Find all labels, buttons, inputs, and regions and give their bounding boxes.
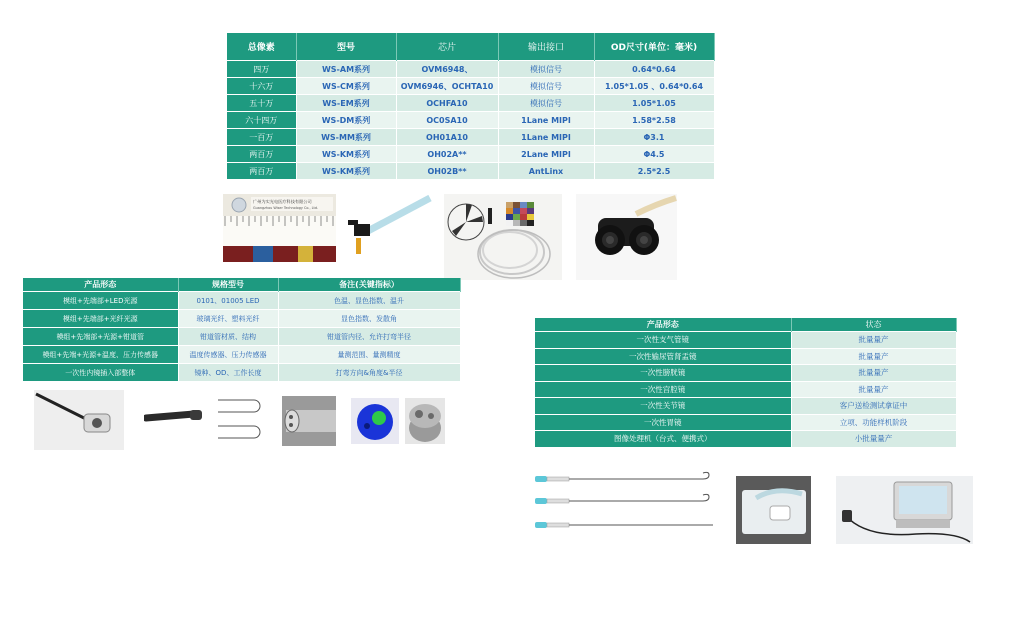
cell-pixels: 一百万 xyxy=(227,129,296,146)
company-name-en: Guangzhou Wiser Technology Co., Ltd. xyxy=(253,206,319,210)
header-total-pixels: 总像素 xyxy=(227,33,296,61)
header-od-size: OD尺寸(单位：毫米) xyxy=(594,33,714,61)
channel-tube-photo xyxy=(282,396,336,446)
cell-chip: OC0SA10 xyxy=(396,112,498,129)
cell-chip: OCHFA10 xyxy=(396,95,498,112)
cell-model: WS-KM系列 xyxy=(296,146,396,163)
endoscope-tip-photo xyxy=(34,390,124,450)
table-header-row xyxy=(227,33,714,61)
table-row xyxy=(227,61,714,78)
cell-model: WS-KM系列 xyxy=(296,163,396,180)
table-row xyxy=(227,163,714,180)
cell-interface: AntLinx xyxy=(498,163,594,180)
product-form-table xyxy=(23,278,461,381)
cell-product: 一次性胃镜 xyxy=(535,414,791,431)
table-row xyxy=(535,332,956,349)
cell-product: 一次性宫腔镜 xyxy=(535,381,791,398)
cell-product: 一次性支气管镜 xyxy=(535,332,791,349)
cell-product: 图像处理机（台式、便携式） xyxy=(535,431,791,447)
cell-status: 批量量产 xyxy=(791,381,956,398)
cell-interface: 1Lane MIPI xyxy=(498,112,594,129)
cell-spec: 镜种、OD、工作长度 xyxy=(178,364,278,382)
cell-model: WS-AM系列 xyxy=(296,61,396,78)
cell-remark: 打弯方向&角度&半径 xyxy=(278,364,460,382)
cell-product: 一次性输尿管肾盂镜 xyxy=(535,348,791,365)
table-row xyxy=(535,365,956,382)
cell-od: 1.05*1.05 、0.64*0.64 xyxy=(594,78,714,95)
cell-product-form: 模组+先端部+LED光源 xyxy=(23,292,178,310)
table-row xyxy=(535,381,956,398)
cell-model: WS-EM系列 xyxy=(296,95,396,112)
camera-module-cable-photo xyxy=(346,194,432,262)
cell-remark: 量测范围、量测精度 xyxy=(278,346,460,364)
blue-tip-model xyxy=(351,398,399,444)
header-product-form: 产品形态 xyxy=(535,318,791,332)
cell-pixels: 两百万 xyxy=(227,146,296,163)
header-remarks: 备注(关键指标） xyxy=(278,278,460,292)
disposable-scopes-photo xyxy=(533,470,717,534)
table-row xyxy=(23,310,460,328)
table-row xyxy=(535,414,956,431)
cell-od: 2.5*2.5 xyxy=(594,163,714,180)
table-row xyxy=(23,292,460,310)
cell-chip: OH02B** xyxy=(396,163,498,180)
cell-interface: 2Lane MIPI xyxy=(498,146,594,163)
cell-product-form: 一次性内镜插入部整体 xyxy=(23,364,178,382)
header-status: 状态 xyxy=(791,318,956,332)
cell-status: 批量量产 xyxy=(791,348,956,365)
table-row xyxy=(227,146,714,163)
cell-status: 批量量产 xyxy=(791,332,956,349)
cell-status: 小批量量产 xyxy=(791,431,956,447)
table-row xyxy=(227,78,714,95)
table-header-row xyxy=(23,278,460,292)
cable-coil-photo xyxy=(444,194,562,280)
table-row xyxy=(23,346,460,364)
cell-od: 0.64*0.64 xyxy=(594,61,714,78)
table-row xyxy=(23,364,460,382)
cell-chip: OH01A10 xyxy=(396,129,498,146)
cell-status: 批量量产 xyxy=(791,365,956,382)
cell-status: 立项、功能样机阶段 xyxy=(791,414,956,431)
bending-diagram xyxy=(218,396,266,442)
cell-interface: 1Lane MIPI xyxy=(498,129,594,146)
cell-product-form: 模组+先端+光源+温度、压力传感器 xyxy=(23,346,178,364)
cell-product: 一次性关节镜 xyxy=(535,398,791,415)
table-row xyxy=(535,348,956,365)
image-processor-photo xyxy=(836,476,973,544)
header-product-form: 产品形态 xyxy=(23,278,178,292)
table-row xyxy=(535,398,956,415)
ruler-camera-photo xyxy=(223,194,336,262)
header-model: 型号 xyxy=(296,33,396,61)
cell-spec: 温度传感器、压力传感器 xyxy=(178,346,278,364)
cell-spec: 0101、01005 LED xyxy=(178,292,278,310)
header-chip: 芯片 xyxy=(396,33,498,61)
header-spec-model: 规格型号 xyxy=(178,278,278,292)
cell-product-form: 模组+先端部+光纤光源 xyxy=(23,310,178,328)
header-output-interface: 输出接口 xyxy=(498,33,594,61)
cell-chip: OVM6948、 xyxy=(396,61,498,78)
cell-remark: 色温、显色指数、温升 xyxy=(278,292,460,310)
gray-tip-model xyxy=(405,398,445,444)
table-header-row xyxy=(535,318,956,332)
packaged-scope-photo xyxy=(736,476,811,544)
cell-pixels: 十六万 xyxy=(227,78,296,95)
cell-interface: 模拟信号 xyxy=(498,61,594,78)
cell-od: 1.58*2.58 xyxy=(594,112,714,129)
cell-pixels: 五十万 xyxy=(227,95,296,112)
cell-interface: 模拟信号 xyxy=(498,95,594,112)
cell-chip: OH02A** xyxy=(396,146,498,163)
cell-product: 一次性膀胱镜 xyxy=(535,365,791,382)
cell-interface: 模拟信号 xyxy=(498,78,594,95)
table-row xyxy=(227,129,714,146)
table-row xyxy=(535,431,956,447)
cell-status: 客户送检测试拿证中 xyxy=(791,398,956,415)
cell-pixels: 两百万 xyxy=(227,163,296,180)
table-row xyxy=(227,112,714,129)
cell-chip: OVM6946、OCHTA10 xyxy=(396,78,498,95)
cell-spec: 钳道管材质、结构 xyxy=(178,328,278,346)
sensor-spec-table xyxy=(227,33,715,179)
cell-model: WS-CM系列 xyxy=(296,78,396,95)
cell-model: WS-DM系列 xyxy=(296,112,396,129)
dual-camera-module-photo xyxy=(576,194,677,280)
product-status-table xyxy=(535,318,957,447)
table-row xyxy=(23,328,460,346)
cell-remark: 钳道管内径、允许打弯半径 xyxy=(278,328,460,346)
table-row xyxy=(227,95,714,112)
cell-pixels: 四万 xyxy=(227,61,296,78)
insertion-tube-photo xyxy=(144,402,206,430)
cell-model: WS-MM系列 xyxy=(296,129,396,146)
cell-pixels: 六十四万 xyxy=(227,112,296,129)
cell-remark: 显色指数、发散角 xyxy=(278,310,460,328)
cell-od: Φ4.5 xyxy=(594,146,714,163)
company-name-cn: 广州为实光电医疗科技有限公司 xyxy=(253,199,312,204)
cell-spec: 玻璃光纤、塑料光纤 xyxy=(178,310,278,328)
cell-product-form: 模组+先端部+光源+钳道管 xyxy=(23,328,178,346)
cell-od: 1.05*1.05 xyxy=(594,95,714,112)
cell-od: Φ3.1 xyxy=(594,129,714,146)
